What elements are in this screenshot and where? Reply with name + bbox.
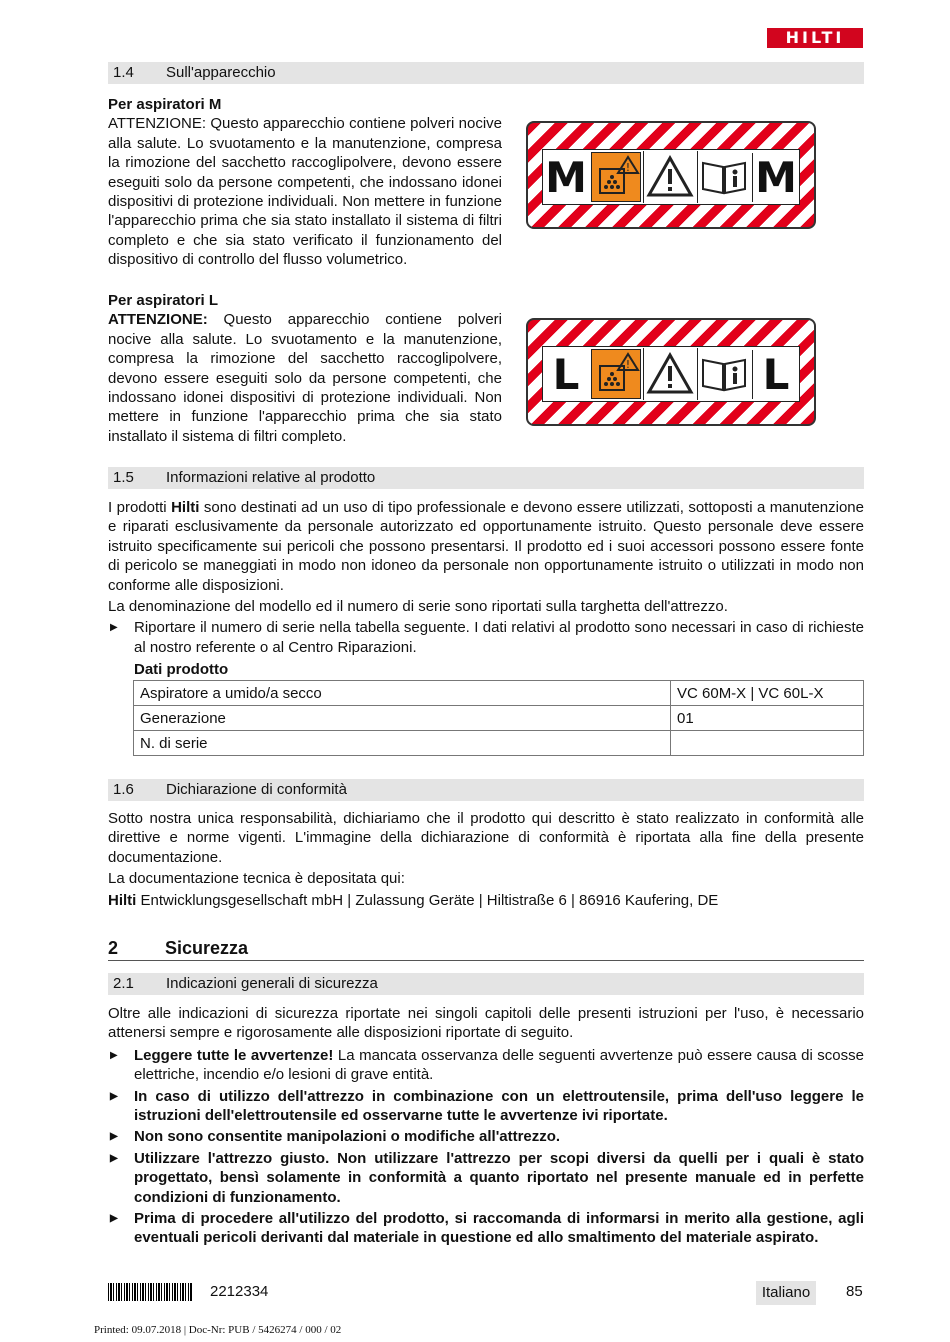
table-cell-label: N. di serie [134, 731, 671, 756]
tech-doc-paragraph: La documentazione tecnica è depositata qui: [108, 870, 405, 888]
chapter-number: 2 [108, 938, 119, 958]
language-label: Italiano [756, 1281, 816, 1305]
bullet-item [108, 1127, 864, 1146]
bullet-text: Utilizzare l'attrezzo giusto. Non utilizzare l'attrezzo per scopi diversi da quelli per i quali è stato progettato, bensì solamente in conformità a quanto riportato nel presente manuale ed in perfette condizioni di funzionamento. [134, 1149, 864, 1206]
warning-triangle-icon [643, 348, 696, 400]
text-run: sono destinati ad un uso di tipo professionale e devono essere utilizzati, sottoposti a manutenzione e riparati esclusivamente da personale autorizzato ed opportunamente istruito. Questo personale deve essere istruito specificamente sui pericoli che possono presentarsi. Il prodotto ed i suoi accessori possono essere fonte di pericolo se maneggiati in modo non idoneo da personale non opportunamente istruito o utilizzati in modo non conforme alle disposizioni. [108, 499, 864, 594]
brand-name: Hilti [108, 891, 137, 909]
section-title: Indicazioni generali di sicurezza [166, 975, 378, 992]
bullet-text: In caso di utilizzo dell'attrezzo in combinazione con un elettroutensile, prima dell'uso leggere le istruzioni dell'elettroutensile ed osservarne tutte le avvertenze ivi riportate. [134, 1087, 864, 1125]
l-heading: Per aspiratori L [108, 292, 219, 309]
product-info-paragraph [108, 498, 864, 595]
doc-number: 2212334 [210, 1283, 269, 1300]
warning-sign-m [526, 121, 816, 229]
bullet-item [108, 618, 864, 657]
section-title: Sull'apparecchio [166, 64, 276, 81]
chapter-divider [108, 960, 864, 961]
bullet-item [108, 1087, 864, 1126]
table-row [134, 731, 864, 756]
brand-name: Hilti [171, 499, 200, 516]
sign-band [542, 149, 800, 205]
m-warning-text: ATTENZIONE: Questo apparecchio contiene polveri nocive alla salute. Lo svuotamento e la manutenzione, compresa la rimozione del sacchetto raccoglipolvere, devono essere eseguiti solo da persone competenti, che indossano idonei dispositivi di protezione individuali. Non mettere in funzione l'apparecchio prima che sia stato installato il sistema di filtri completo e che sia stato verificato il funzionamento del dispositivo di controllo del flusso volumetrico. [108, 115, 502, 269]
bullet-arrow-icon: ▶ [110, 1152, 118, 1164]
l-warning-text: Questo apparecchio contiene polveri nocive alla salute. Lo svuotamento e la manutenzione, compresa la rimozione del sacchetto raccoglipolvere, devono essere eseguiti solo da persone competenti, che indossano idonei dispositivi di protezione individuali. Non mettere in funzione l'apparecchio prima che sia stato installato il sistema di filtri completo. [108, 311, 502, 445]
sign-letter-right: M [752, 153, 799, 202]
table-cell-label: Generazione [134, 706, 671, 731]
sign-letter-left: M [545, 152, 587, 202]
bullet-text: Non sono consentite manipolazioni o modifiche all'attrezzo. [134, 1128, 561, 1146]
barcode [108, 1283, 192, 1301]
conformity-block [108, 809, 864, 910]
page-number: 85 [846, 1283, 863, 1300]
section-heading-2-1 [108, 973, 864, 995]
bullet-arrow-icon: ▶ [110, 1049, 118, 1061]
section-title: Dichiarazione di conformità [166, 781, 347, 798]
dust-hazard-icon [591, 349, 641, 399]
bullet-item [108, 1149, 864, 1207]
hilti-logo: HILTI [767, 28, 863, 48]
table-cell-value: VC 60M-X | VC 60L-X [671, 681, 864, 706]
m-aspirator-block [108, 95, 502, 270]
bullet-text: Prima di procedere all'utilizzo del prodotto, si raccomanda di informarsi in merito alla gestione, agli eventuali pericoli derivanti dal materiale in questione ed allo smaltimento del materiale aspirato. [134, 1210, 864, 1247]
section-title: Informazioni relative al prodotto [166, 469, 376, 486]
l-aspirator-block [108, 291, 502, 446]
bullet-text: La mancata osservanza delle seguenti avvertenze può essere causa di scosse elettriche, incendio e/o lesioni di grave entità. [134, 1046, 864, 1084]
l-warning-label: ATTENZIONE: [108, 311, 208, 329]
safety-intro: Oltre alle indicazioni di sicurezza riportate nei singoli capitoli delle presenti istruzioni per l'uso, è necessario attenersi sempre e rigorosamente alle disposizioni riportate di seguito. [108, 1005, 864, 1042]
m-heading: Per aspiratori M [108, 96, 222, 113]
sign-band [542, 346, 800, 402]
section-number: 2.1 [113, 975, 134, 992]
bullet-arrow-icon: ▶ [110, 1131, 118, 1143]
warning-triangle-icon [643, 151, 696, 203]
warning-sign-l [526, 318, 816, 426]
product-data-table [133, 680, 864, 756]
address-text: Entwicklungsgesellschaft mbH | Zulassung Geräte | Hiltistraße 6 | 86916 Kaufering, DE [136, 891, 719, 909]
bullet-arrow-icon: ▶ [110, 1090, 118, 1102]
read-manual-icon [697, 151, 750, 203]
table-row [134, 706, 864, 731]
bullet-arrow-icon: ▶ [110, 622, 118, 634]
section-heading-1-5 [108, 467, 864, 489]
bullet-text: Riportare il numero di serie nella tabella seguente. I dati relativi al prodotto sono necessari in caso di richieste al nostro referente o al Centro Riparazioni. [134, 619, 864, 656]
l-warning-paragraph [108, 310, 502, 446]
text-run: I prodotti [108, 499, 172, 516]
svg-text:!: ! [625, 161, 630, 174]
section-heading-1-6 [108, 779, 864, 801]
table-cell-value: 01 [671, 706, 864, 731]
bullet-item [108, 1209, 864, 1248]
table-cell-label: Aspiratore a umido/a secco [134, 681, 671, 706]
bullet-arrow-icon: ▶ [110, 1213, 118, 1225]
table-row [134, 681, 864, 706]
product-data-title: Dati prodotto [134, 661, 229, 679]
serial-number-cell[interactable] [671, 731, 864, 756]
section-number: 1.5 [113, 469, 134, 486]
bullet-item [108, 1046, 864, 1085]
section-number: 1.4 [113, 64, 134, 81]
print-info: Printed: 09.07.2018 | Doc-Nr: PUB / 5426274 / 000 / 02 [94, 1324, 342, 1336]
conformity-paragraph: Sotto nostra unica responsabilità, dichiariamo che il prodotto qui descritto è stato realizzato in conformità alle direttive e norme vigenti. L'immagine della dichiarazione di conformità è riportata alla fine della presente documentazione. [108, 810, 864, 866]
safety-block [108, 1004, 864, 1248]
model-plate-paragraph: La denominazione del modello ed il numero di serie sono riportati sulla targhetta dell'attrezzo. [108, 598, 728, 616]
sign-letter-left: L [552, 349, 580, 399]
section-heading-1-4 [108, 62, 864, 84]
sign-letter-right: L [752, 350, 799, 399]
dust-hazard-icon [591, 152, 641, 202]
svg-text:!: ! [625, 358, 630, 371]
read-manual-icon [697, 348, 750, 400]
section-number: 1.6 [113, 781, 134, 798]
bullet-bold-text: Leggere tutte le avvertenze! [134, 1046, 334, 1064]
address-paragraph [108, 891, 864, 910]
chapter-title: Sicurezza [165, 938, 249, 958]
product-info-block [108, 498, 864, 680]
